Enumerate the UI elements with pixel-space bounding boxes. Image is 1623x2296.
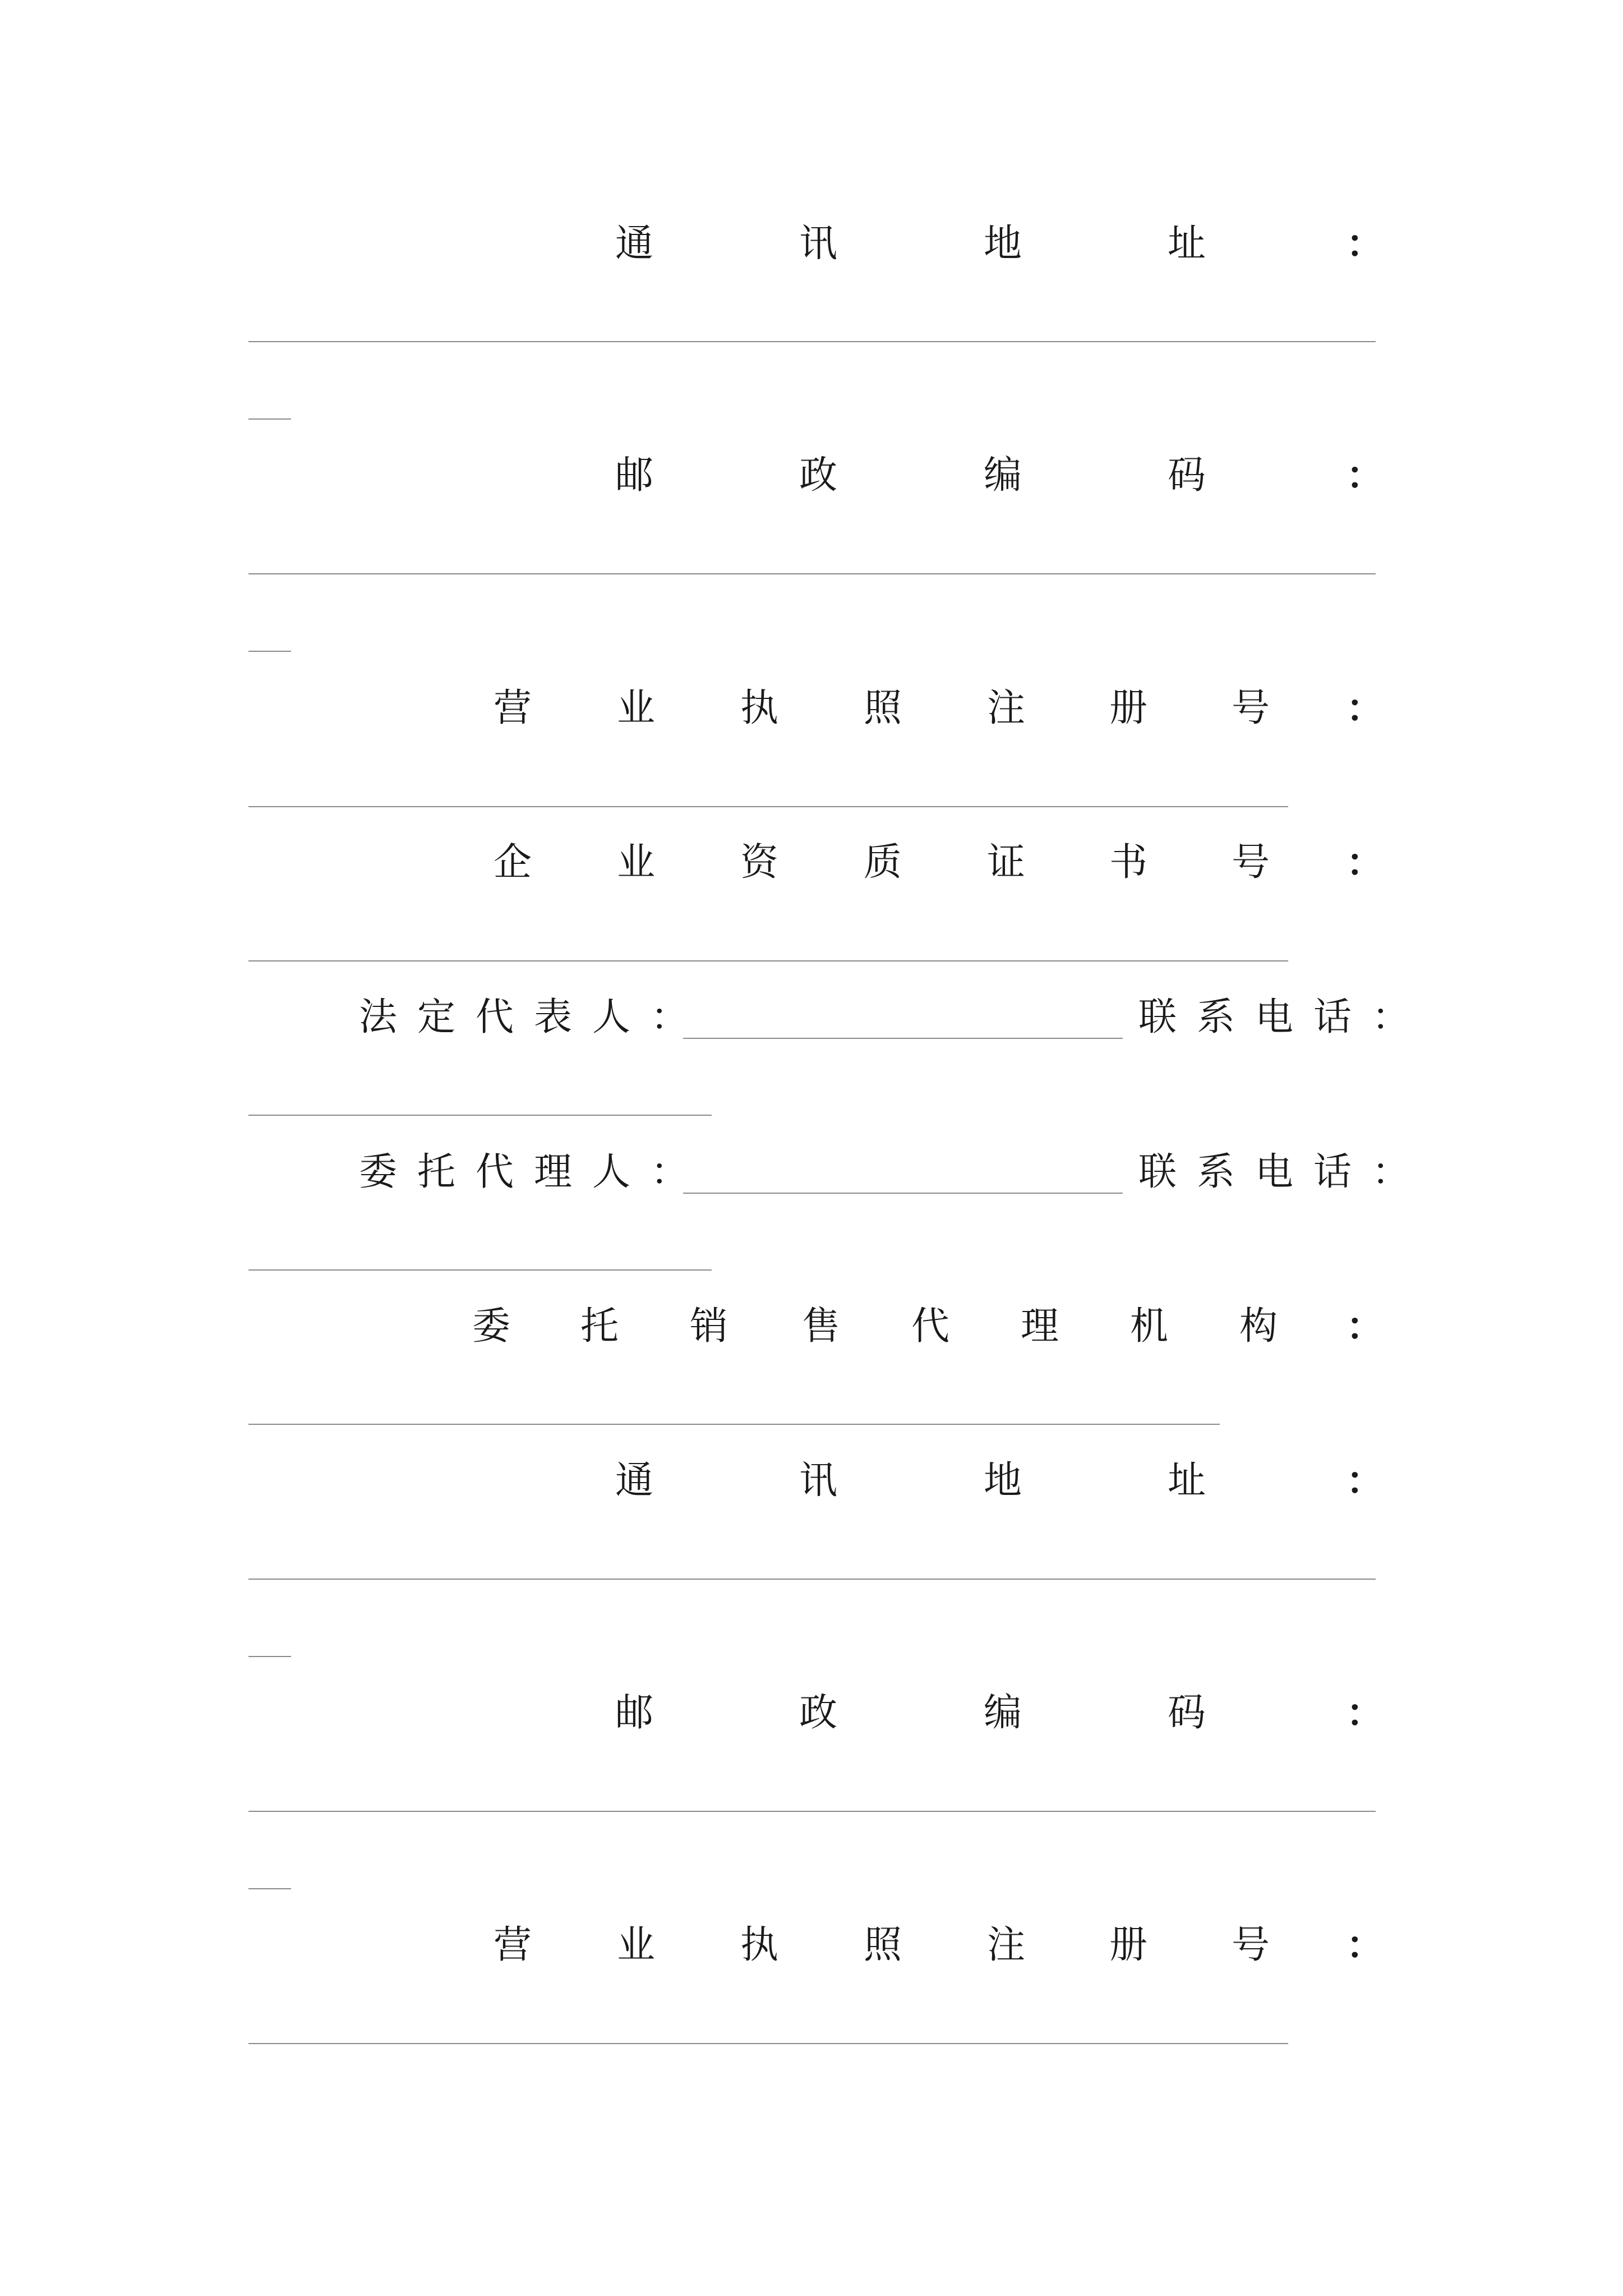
postal-char: 编	[984, 1691, 1022, 1735]
agency-fill-line[interactable]	[248, 1424, 1220, 1425]
postal-fill-line[interactable]	[248, 1811, 1376, 1812]
legal-rep-fill-line[interactable]	[683, 1038, 1123, 1039]
qualification-char: 证	[987, 840, 1026, 885]
address-fill-line[interactable]	[248, 341, 1376, 342]
qualification-char: 企	[494, 840, 532, 885]
qualification-char: 书	[1109, 840, 1148, 885]
qualification-char: 号	[1232, 840, 1270, 885]
postal-char: 政	[799, 453, 838, 498]
postal-fill-line-tail	[248, 651, 291, 652]
agency-char: 构	[1239, 1304, 1278, 1349]
address-char: 址	[1168, 222, 1206, 266]
postal-char: 邮	[615, 453, 654, 498]
postal-colon: ：	[1346, 1691, 1385, 1736]
address-char: 地	[984, 1458, 1022, 1503]
postal-fill-line-tail	[248, 1888, 291, 1889]
postal-char: 政	[799, 1691, 838, 1735]
agency-char: 托	[580, 1304, 619, 1349]
license-char: 册	[1109, 1923, 1148, 1967]
agent-label: 委托代理人：	[359, 1150, 709, 1194]
legal-rep-label: 法定代表人：	[359, 995, 709, 1039]
address-colon: ：	[1346, 1458, 1385, 1503]
qualification-colon: ：	[1346, 840, 1385, 885]
address-char: 址	[1168, 1458, 1206, 1503]
agency-char: 销	[690, 1304, 728, 1349]
postal-char: 码	[1168, 453, 1206, 498]
agent-phone-label: 联系电话：	[1138, 1150, 1431, 1194]
agency-char: 代	[911, 1304, 950, 1349]
license-fill-line[interactable]	[248, 2043, 1288, 2044]
address-char: 通	[615, 222, 654, 266]
license-char: 业	[617, 686, 656, 730]
agency-char: 售	[802, 1304, 841, 1349]
license-char: 执	[740, 1923, 779, 1967]
license-char: 照	[864, 1923, 902, 1967]
qualification-fill-line[interactable]	[248, 960, 1288, 961]
license-char: 注	[987, 1923, 1026, 1967]
agent-phone-fill-line[interactable]	[248, 1269, 712, 1271]
legal-rep-phone-fill-line[interactable]	[248, 1115, 712, 1116]
license-char: 号	[1232, 1923, 1270, 1967]
postal-char: 编	[984, 453, 1022, 498]
address-colon: ：	[1346, 222, 1385, 266]
address-fill-line-tail	[248, 1656, 291, 1657]
address-char: 地	[984, 222, 1022, 266]
license-char: 注	[987, 686, 1026, 730]
license-colon: ：	[1346, 1923, 1385, 1968]
legal-rep-phone-label: 联系电话：	[1138, 995, 1431, 1039]
agency-char: 机	[1130, 1304, 1169, 1349]
address-char: 通	[615, 1458, 654, 1503]
postal-char: 邮	[615, 1691, 654, 1735]
license-char: 照	[864, 686, 902, 730]
qualification-char: 业	[617, 840, 656, 885]
postal-char: 码	[1168, 1691, 1206, 1735]
postal-colon: ：	[1346, 453, 1385, 498]
license-char: 业	[617, 1923, 656, 1967]
license-fill-line[interactable]	[248, 806, 1288, 807]
license-char: 执	[740, 686, 779, 730]
license-char: 营	[494, 1923, 532, 1967]
qualification-char: 质	[864, 840, 902, 885]
qualification-char: 资	[740, 840, 779, 885]
agency-colon: ：	[1346, 1304, 1385, 1349]
postal-fill-line[interactable]	[248, 573, 1376, 574]
agency-char: 委	[472, 1304, 511, 1349]
license-char: 号	[1232, 686, 1270, 730]
license-char: 册	[1109, 686, 1148, 730]
address-fill-line-tail	[248, 418, 291, 420]
address-char: 讯	[799, 222, 838, 266]
license-char: 营	[494, 686, 532, 730]
license-colon: ：	[1346, 686, 1385, 731]
address-fill-line[interactable]	[248, 1579, 1376, 1580]
address-char: 讯	[799, 1458, 838, 1503]
agent-fill-line[interactable]	[683, 1193, 1123, 1194]
agency-char: 理	[1021, 1304, 1059, 1349]
